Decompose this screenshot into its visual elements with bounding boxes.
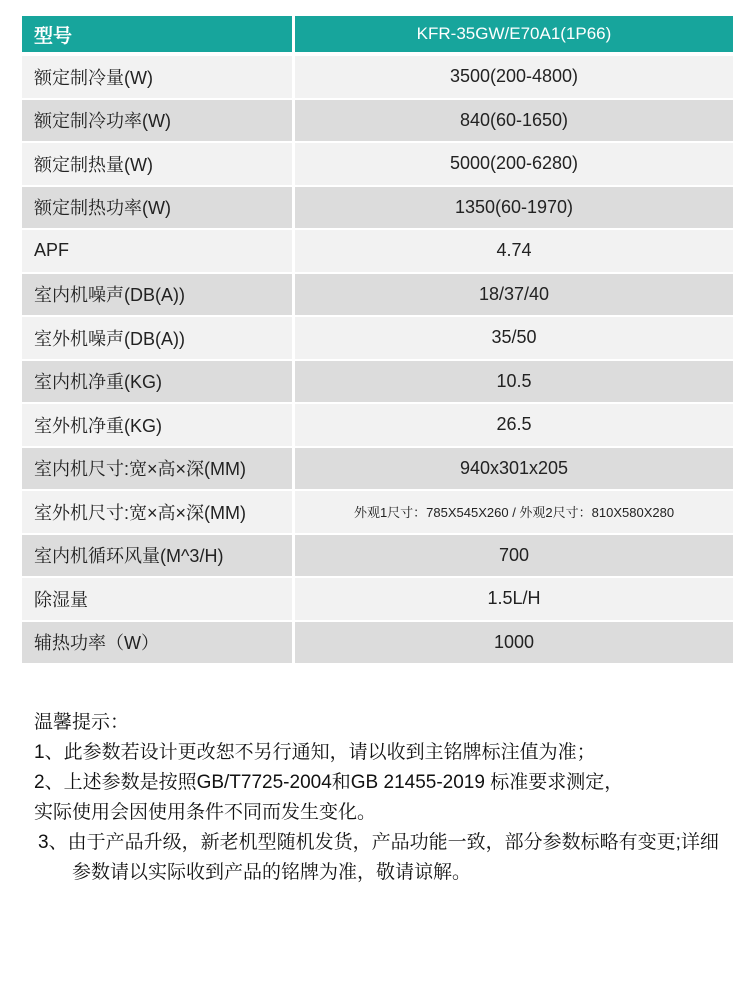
table-row: [22, 230, 733, 272]
table-row: [22, 317, 733, 359]
table-row: [22, 448, 733, 490]
row-value: 26.5: [295, 404, 733, 446]
row-value: 外观1尺寸：785X545X260 / 外观2尺寸：810X580X280: [295, 491, 733, 533]
model-value: KFR-35GW/E70A1(1P66): [295, 16, 733, 52]
note-line: 2、上述参数是按照GB/T7725-2004和GB 21455-2019 标准要求测定，: [34, 772, 624, 793]
spec-table: [22, 16, 733, 665]
table-row: [22, 578, 733, 620]
row-value: 840(60-1650): [295, 100, 733, 142]
row-label: 室外机噪声(DB(A)): [22, 317, 292, 359]
row-label: 辅热功率（W）: [22, 622, 292, 664]
note-line: 3、由于产品升级，新老机型随机发货，产品功能一致，部分参数标略有变更;详细参数请以实际收到产品的铭牌为准，敬请谅解。: [38, 832, 719, 883]
notes-title: 温馨提示：: [34, 712, 130, 733]
row-value: 1350(60-1970): [295, 187, 733, 229]
row-label: 额定制热量(W): [22, 143, 292, 185]
table-row: [22, 143, 733, 185]
row-label: APF: [22, 230, 292, 272]
row-value: 5000(200-6280): [295, 143, 733, 185]
row-label: 室内机尺寸:宽×高×深(MM): [22, 448, 292, 490]
table-row: [22, 622, 733, 664]
row-value: 940x301x205: [295, 448, 733, 490]
note-line: 1、此参数若设计更改恕不另行通知，请以收到主铭牌标注值为准；: [34, 742, 596, 763]
row-label: 室外机尺寸:宽×高×深(MM): [22, 491, 292, 533]
row-value: 3500(200-4800): [295, 56, 733, 98]
table-row: [22, 361, 733, 403]
row-label: 额定制冷量(W): [22, 56, 292, 98]
row-value: 1000: [295, 622, 733, 664]
row-label: 额定制热功率(W): [22, 187, 292, 229]
row-value: 35/50: [295, 317, 733, 359]
table-row: [22, 274, 733, 316]
row-label: 额定制冷功率(W): [22, 100, 292, 142]
row-label: 室内机噪声(DB(A)): [22, 274, 292, 316]
row-value: 18/37/40: [295, 274, 733, 316]
table-row: [22, 404, 733, 446]
row-label: 室内机净重(KG): [22, 361, 292, 403]
row-value: 1.5L/H: [295, 578, 733, 620]
table-row: [22, 100, 733, 142]
spec-header-row: [22, 16, 733, 52]
row-value: 10.5: [295, 361, 733, 403]
table-row: [22, 187, 733, 229]
table-row: [22, 56, 733, 98]
row-value: 4.74: [295, 230, 733, 272]
row-label: 室外机净重(KG): [22, 404, 292, 446]
model-label: 型号: [22, 16, 292, 52]
row-label: 室内机循环风量(M^3/H): [22, 535, 292, 577]
table-row: [22, 535, 733, 577]
row-value: 700: [295, 535, 733, 577]
note-line: 实际使用会因使用条件不同而发生变化。: [34, 802, 377, 823]
row-label: 除湿量: [22, 578, 292, 620]
table-row: [22, 491, 733, 533]
notes-section: [34, 708, 734, 888]
